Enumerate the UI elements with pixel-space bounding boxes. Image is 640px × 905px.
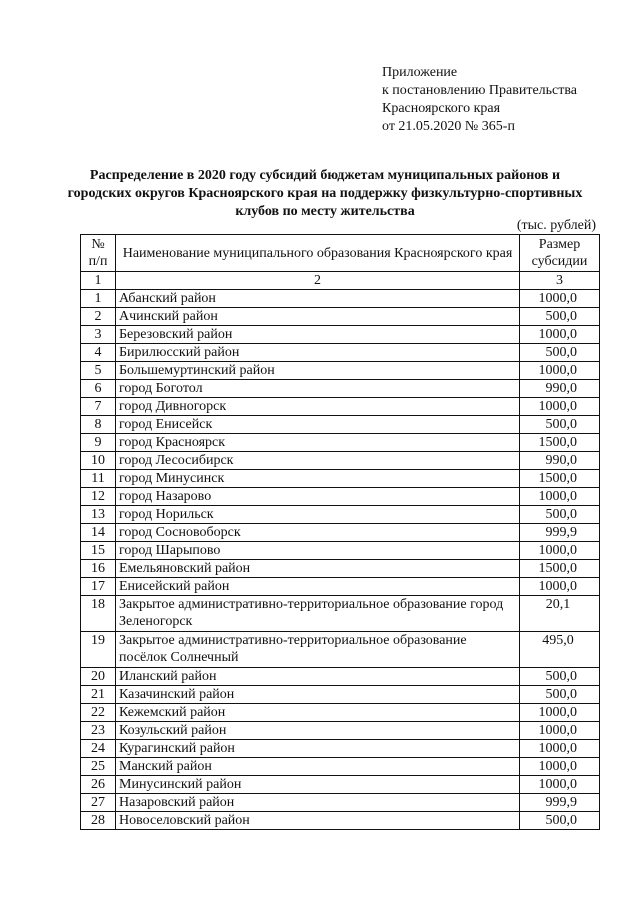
municipality-name: Емельяновский район — [116, 560, 520, 578]
appendix-line: к постановлению Правительства — [382, 83, 578, 98]
municipality-name: город Шарыпово — [116, 542, 520, 560]
subsidy-amount: 20,1 — [520, 596, 600, 632]
municipality-name: город Сосновоборск — [116, 524, 520, 542]
subsidy-amount: 999,9 — [520, 524, 600, 542]
subsidy-amount: 1000,0 — [520, 542, 600, 560]
appendix-line: Приложение — [382, 65, 458, 80]
table-row — [81, 452, 600, 470]
row-number: 10 — [81, 452, 116, 470]
table-row — [81, 776, 600, 794]
table-row — [81, 416, 600, 434]
municipality-name: Казачинский район — [116, 686, 520, 704]
table-row — [81, 344, 600, 362]
table-row — [81, 380, 600, 398]
row-number: 11 — [81, 470, 116, 488]
row-number: 2 — [81, 308, 116, 326]
subsidy-amount: 1000,0 — [520, 578, 600, 596]
table-row — [81, 506, 600, 524]
subsidy-amount: 1500,0 — [520, 470, 600, 488]
municipality-name: Иланский район — [116, 668, 520, 686]
table-row — [81, 434, 600, 452]
row-number: 15 — [81, 542, 116, 560]
municipality-name: Назаровский район — [116, 794, 520, 812]
subsidy-amount: 999,9 — [520, 794, 600, 812]
municipality-name: Большемуртинский район — [116, 362, 520, 380]
table-row — [81, 704, 600, 722]
table-row — [81, 794, 600, 812]
column-numbers-row — [81, 272, 600, 290]
subsidy-amount: 495,0 — [520, 632, 600, 668]
appendix-block — [382, 64, 577, 136]
row-number: 20 — [81, 668, 116, 686]
table-row — [81, 488, 600, 506]
subsidy-amount: 500,0 — [520, 668, 600, 686]
row-number: 3 — [81, 326, 116, 344]
table-row — [81, 668, 600, 686]
row-number: 9 — [81, 434, 116, 452]
municipality-name: город Енисейск — [116, 416, 520, 434]
subsidy-amount: 1000,0 — [520, 488, 600, 506]
municipality-name: город Минусинск — [116, 470, 520, 488]
municipality-name: город Назарово — [116, 488, 520, 506]
municipality-name: Закрытое административно-территориальное образование город Зеленогорск — [116, 596, 520, 632]
subsidy-amount: 1000,0 — [520, 740, 600, 758]
municipality-name: Минусинский район — [116, 776, 520, 794]
table-row — [81, 632, 600, 668]
subsidy-amount: 990,0 — [520, 452, 600, 470]
table-row — [81, 362, 600, 380]
table-header-row — [81, 235, 600, 272]
municipality-name: Ачинский район — [116, 308, 520, 326]
row-number: 18 — [81, 596, 116, 632]
table-row — [81, 308, 600, 326]
subsidy-amount: 500,0 — [520, 506, 600, 524]
subsidy-amount: 500,0 — [520, 686, 600, 704]
subsidy-amount: 1000,0 — [520, 398, 600, 416]
row-number: 21 — [81, 686, 116, 704]
row-number: 12 — [81, 488, 116, 506]
row-number: 23 — [81, 722, 116, 740]
table-row — [81, 758, 600, 776]
header-name: Наименование муниципального образования Красноярского края — [116, 235, 520, 272]
table-row — [81, 290, 600, 308]
units-label: (тыс. рублей) — [516, 218, 596, 233]
table-row — [81, 470, 600, 488]
municipality-name: Енисейский район — [116, 578, 520, 596]
row-number: 4 — [81, 344, 116, 362]
table-row — [81, 596, 600, 632]
subsidy-amount: 990,0 — [520, 380, 600, 398]
municipality-name: город Норильск — [116, 506, 520, 524]
subsidy-amount: 500,0 — [520, 308, 600, 326]
column-number: 2 — [116, 272, 520, 290]
header-amount: Размер субсидии — [520, 235, 600, 272]
row-number: 27 — [81, 794, 116, 812]
row-number: 28 — [81, 812, 116, 830]
row-number: 13 — [81, 506, 116, 524]
subsidy-amount: 1500,0 — [520, 434, 600, 452]
subsidy-amount: 1000,0 — [520, 722, 600, 740]
column-number: 3 — [520, 272, 600, 290]
appendix-line: от 21.05.2020 № 365-п — [382, 119, 515, 134]
subsidy-amount: 1000,0 — [520, 758, 600, 776]
document-title: Распределение в 2020 году субсидий бюджетам муниципальных районов и городских округов Красноярского края на поддержку физкультурно-спортивных клубов по месту жительства — [67, 168, 583, 219]
subsidy-table — [80, 234, 600, 830]
header-number: № п/п — [81, 235, 116, 272]
subsidy-amount: 500,0 — [520, 344, 600, 362]
municipality-name: город Боготол — [116, 380, 520, 398]
subsidy-amount: 500,0 — [520, 812, 600, 830]
row-number: 17 — [81, 578, 116, 596]
row-number: 24 — [81, 740, 116, 758]
subsidy-amount: 1500,0 — [520, 560, 600, 578]
table-row — [81, 578, 600, 596]
table-row — [81, 542, 600, 560]
table-row — [81, 560, 600, 578]
row-number: 25 — [81, 758, 116, 776]
row-number: 1 — [81, 290, 116, 308]
municipality-name: Абанский район — [116, 290, 520, 308]
subsidy-amount: 1000,0 — [520, 326, 600, 344]
subsidy-amount: 1000,0 — [520, 776, 600, 794]
subsidy-amount: 1000,0 — [520, 290, 600, 308]
municipality-name: Козульский район — [116, 722, 520, 740]
municipality-name: город Красноярск — [116, 434, 520, 452]
municipality-name: Манский район — [116, 758, 520, 776]
appendix-line: Красноярского края — [382, 101, 501, 116]
municipality-name: город Дивногорск — [116, 398, 520, 416]
row-number: 14 — [81, 524, 116, 542]
row-number: 22 — [81, 704, 116, 722]
row-number: 6 — [81, 380, 116, 398]
municipality-name: город Лесосибирск — [116, 452, 520, 470]
table-row — [81, 686, 600, 704]
subsidy-amount: 1000,0 — [520, 704, 600, 722]
row-number: 26 — [81, 776, 116, 794]
table-row — [81, 722, 600, 740]
municipality-name: Березовский район — [116, 326, 520, 344]
column-number: 1 — [81, 272, 116, 290]
municipality-name: Курагинский район — [116, 740, 520, 758]
municipality-name: Закрытое административно-территориальное образование посёлок Солнечный — [116, 632, 520, 668]
table-row — [81, 398, 600, 416]
subsidy-amount: 1000,0 — [520, 362, 600, 380]
row-number: 8 — [81, 416, 116, 434]
table-row — [81, 740, 600, 758]
row-number: 7 — [81, 398, 116, 416]
row-number: 19 — [81, 632, 116, 668]
table-row — [81, 524, 600, 542]
row-number: 16 — [81, 560, 116, 578]
table-row — [81, 812, 600, 830]
row-number: 5 — [81, 362, 116, 380]
subsidy-amount: 500,0 — [520, 416, 600, 434]
municipality-name: Новоселовский район — [116, 812, 520, 830]
table-row — [81, 326, 600, 344]
municipality-name: Бирилюсский район — [116, 344, 520, 362]
municipality-name: Кежемский район — [116, 704, 520, 722]
